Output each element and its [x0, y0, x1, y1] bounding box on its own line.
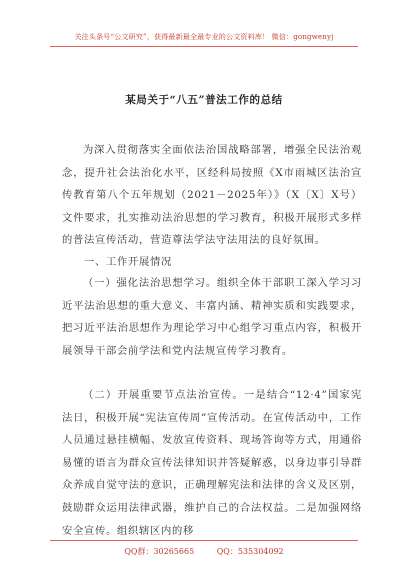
item1-paragraph-block: [62, 272, 362, 362]
footer-divider: [50, 540, 358, 541]
document-title: 某局关于“八五”普法工作的总结: [125, 94, 283, 106]
intro-paragraph-block: [62, 139, 362, 252]
footer-qq-number: QQ：535304092: [216, 547, 284, 556]
page-footer: [0, 546, 408, 557]
item2-paragraph-block: [62, 384, 362, 542]
section-heading: 一、工作开展情况: [84, 256, 172, 268]
item2-paragraph: （二）开展重要节点法治宣传。一是结合“12·4”国家宪法日，积极开展“宪法宣传周”宣传活动。在宣传活动中，工作人员通过悬挂横幅、发放宣传资料、现场答询等方式，用通俗易懂的语言为群众宣传法律知识并答疑解惑，以身边事引导群众养成自觉守法的意识，正确理解宪法和法律的含义及区别，鼓励群众运用法律武器，维护自己的合法权益。二是加强网络安全宣传。组织辖区内的移: [62, 389, 362, 537]
page-header-promo: 关注头条号“公文研究”，获得最新最全最专业的公文资料库！ 微信：gongwenyj: [74, 33, 334, 41]
footer-qq-group: QQ群：30265665: [124, 547, 195, 556]
header-divider: [50, 46, 358, 47]
item1-paragraph: （一）强化法治思想学习。组织全体干部职工深入学习习近平法治思想的重大意义、丰富内涵、精神实质和实践要求，把习近平法治思想作为理论学习中心组学习重点内容，积极开展领导干部会前学法和党内法规宣传学习教育。: [62, 277, 362, 357]
intro-paragraph: 为深入贯彻落实全面依法治国战略部署，增强全民法治观念，提升社会法治化水平，区经科局按照《X市雨城区法治宣传教育第八个五年规划（2021－2025年）》（X〔X〕X号）文件要求，扎实推动法治思想的学习教育，积极开展形式多样的普法宣传活动，营造尊法学法守法用法的良好氛围。: [62, 144, 362, 247]
